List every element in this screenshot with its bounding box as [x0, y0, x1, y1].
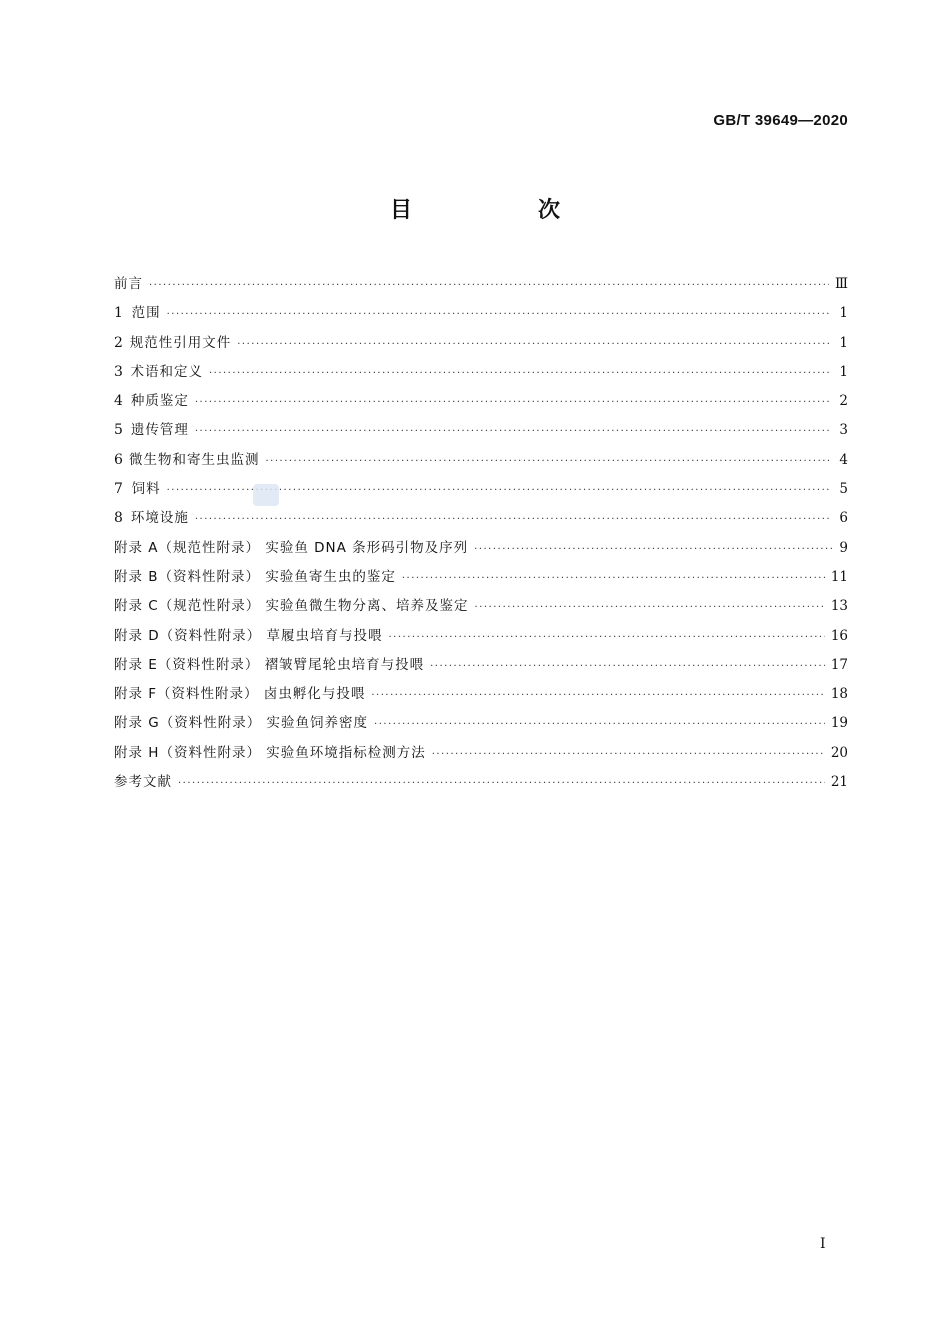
- toc-entry-label: 种质鉴定: [130, 393, 189, 410]
- toc-entry-label: 附录 B（资料性附录） 实验鱼寄生虫的鉴定: [114, 568, 396, 585]
- toc-entry-number: 5: [114, 422, 123, 439]
- toc-entry-appendix-c[interactable]: [114, 592, 848, 621]
- toc-entry-page: 17: [830, 656, 848, 673]
- toc-entry-appendix-a[interactable]: [114, 534, 848, 563]
- toc-entry-page: 6: [839, 510, 848, 527]
- toc-leader-dots: [374, 710, 825, 739]
- toc-entry-appendix-h[interactable]: [114, 739, 848, 768]
- toc-entry-label: 环境设施: [130, 510, 189, 527]
- toc-entry-page: 1: [839, 305, 848, 322]
- toc-entry-page: 3: [839, 422, 848, 439]
- toc-entry-appendix-f[interactable]: [114, 680, 848, 709]
- toc-entry-number: 4: [114, 393, 123, 410]
- toc-entry-environment-facilities[interactable]: [114, 504, 848, 533]
- toc-leader-dots: [167, 300, 832, 329]
- toc-leader-dots: [237, 330, 832, 359]
- toc-entry-appendix-g[interactable]: [114, 709, 848, 738]
- toc-entry-page: 19: [830, 715, 848, 732]
- toc-entry-label: 遗传管理: [130, 422, 189, 439]
- toc-entry-label: 附录 H（资料性附录） 实验鱼环境指标检测方法: [114, 744, 426, 761]
- toc-entry-page: 20: [830, 744, 848, 761]
- toc-leader-dots: [209, 359, 832, 388]
- toc-leader-dots: [432, 740, 825, 769]
- toc-leader-dots: [474, 535, 832, 564]
- toc-entry-appendix-d[interactable]: [114, 622, 848, 651]
- toc-entry-label: 附录 E（资料性附录） 褶皱臂尾轮虫培育与投喂: [114, 656, 425, 673]
- toc-entry-label: 微生物和寄生虫监测: [128, 451, 260, 468]
- toc-entry-page: 1: [839, 363, 848, 380]
- toc-leader-dots: [195, 388, 832, 417]
- toc-entry-number: 1: [114, 305, 123, 322]
- toc-entry-label: 附录 C（规范性附录） 实验鱼微生物分离、培养及鉴定: [114, 598, 469, 615]
- toc-entry-page: 4: [839, 451, 848, 468]
- toc-entry-label: 术语和定义: [130, 363, 203, 380]
- toc-entry-page: 21: [830, 774, 848, 791]
- toc-leader-dots: [265, 447, 832, 476]
- toc-entry-label: 范围: [131, 305, 161, 322]
- toc-entry-page: 2: [839, 393, 848, 410]
- toc-entry-appendix-b[interactable]: [114, 563, 848, 592]
- toc-entry-page: 1: [839, 334, 848, 351]
- watermark-logo: [253, 484, 279, 506]
- toc-entry-label: 规范性引用文件: [129, 334, 232, 351]
- toc-entry-page: 18: [830, 686, 848, 703]
- toc-entry-label: 附录 A（规范性附录） 实验鱼 DNA 条形码引物及序列: [114, 539, 469, 556]
- toc-entry-page: 9: [839, 539, 848, 556]
- toc-entry-feed[interactable]: [114, 475, 848, 504]
- toc-entry-normative-references[interactable]: [114, 329, 848, 358]
- toc-leader-dots: [371, 681, 824, 710]
- footer-page-number: I: [820, 1236, 826, 1252]
- toc-entry-appendix-e[interactable]: [114, 651, 848, 680]
- toc-entry-terms-definitions[interactable]: [114, 358, 848, 387]
- toc-entry-page: 16: [830, 627, 848, 644]
- toc-entry-label: 前言: [114, 276, 143, 292]
- toc-leader-dots: [195, 417, 832, 446]
- toc-leader-dots: [475, 593, 825, 622]
- toc-entry-number: 7: [114, 481, 123, 498]
- toc-leader-dots: [402, 564, 825, 593]
- toc-entry-number: 2: [114, 334, 123, 351]
- toc-entry-label: 附录 G（资料性附录） 实验鱼饲养密度: [114, 715, 369, 732]
- toc-entry-page: 5: [839, 481, 848, 498]
- toc-entry-page: Ⅲ: [834, 276, 848, 292]
- toc-leader-dots: [195, 505, 832, 534]
- toc-leader-dots: [149, 271, 829, 300]
- toc-entry-genetic-management[interactable]: [114, 416, 848, 445]
- toc-entry-label: 参考文献: [114, 774, 172, 791]
- toc-entry-bibliography[interactable]: [114, 768, 848, 797]
- standard-code: GB/T 39649—2020: [713, 112, 848, 129]
- toc-leader-dots: [388, 623, 824, 652]
- toc-entry-germplasm-identification[interactable]: [114, 387, 848, 416]
- toc-entry-number: 8: [114, 510, 123, 527]
- toc-entry-label: 附录 D（资料性附录） 草履虫培育与投喂: [114, 627, 383, 644]
- toc-entry-page: 11: [830, 568, 848, 585]
- toc-leader-dots: [430, 652, 825, 681]
- toc-entry-monitoring[interactable]: [114, 446, 848, 475]
- toc-entry-label: 附录 F（资料性附录） 卤虫孵化与投喂: [114, 686, 366, 703]
- page-title: 目 次: [389, 198, 612, 223]
- toc-entry-number: 3: [114, 363, 123, 380]
- toc-entry-preface[interactable]: [114, 270, 848, 299]
- toc-entry-label: 饲料: [131, 481, 161, 498]
- toc-leader-dots: [178, 769, 825, 798]
- toc-entry-scope[interactable]: [114, 299, 848, 328]
- toc-entry-page: 13: [830, 598, 848, 615]
- toc-entry-number: 6: [114, 451, 123, 468]
- table-of-contents: [114, 270, 848, 797]
